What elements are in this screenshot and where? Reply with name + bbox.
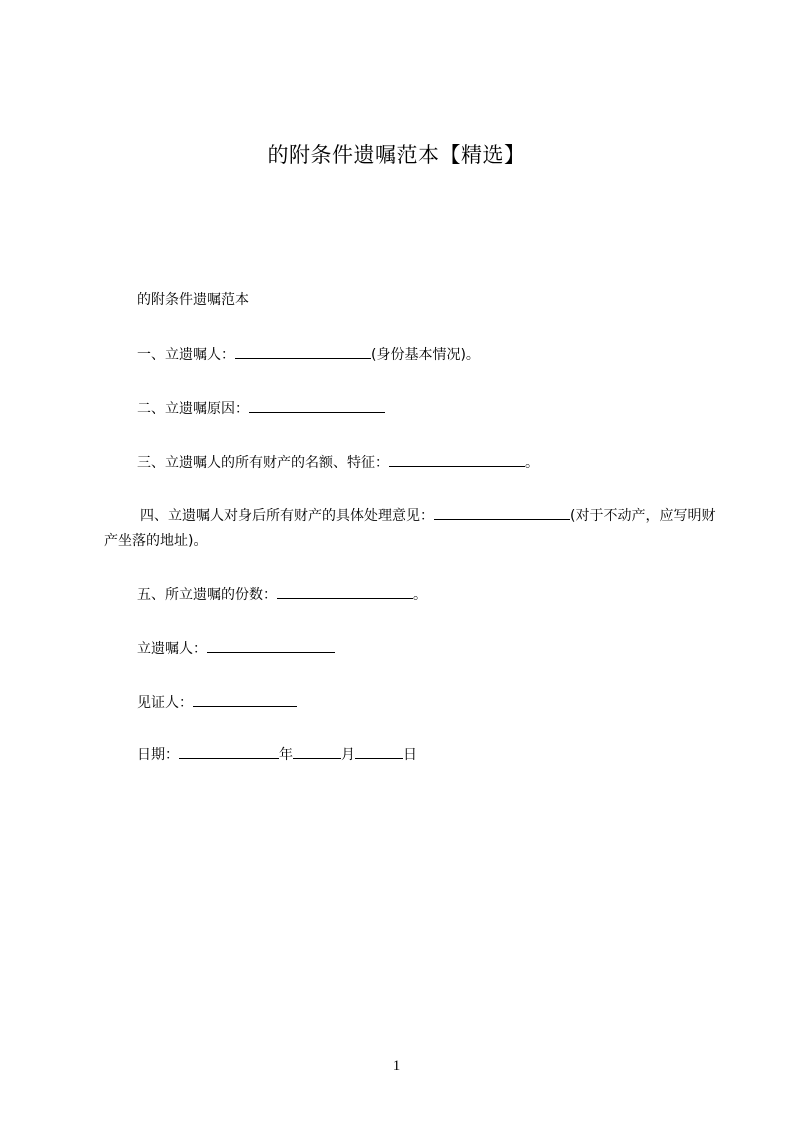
clause-copies-label: 五、所立遗嘱的份数： [137,587,277,603]
date-month-label: 月 [341,747,355,763]
document-subtitle: 的附条件遗嘱范本 [137,292,249,308]
date-day-label: 日 [403,747,417,763]
clause-disposition [104,504,724,554]
clause-copies-suffix: 。 [413,587,427,603]
clause-property-suffix: 。 [525,455,539,471]
copies-blank[interactable] [277,584,413,599]
clause-copies [137,584,427,605]
witness-signature-blank[interactable] [193,692,297,707]
signature-testator-label: 立遗嘱人： [137,641,207,657]
signature-witness-label: 见证人： [137,695,193,711]
disposition-blank[interactable] [434,505,570,520]
clause-property-label: 三、立遗嘱人的所有财产的名额、特征： [137,455,389,471]
property-blank[interactable] [389,452,525,467]
clause-testator-label: 一、立遗嘱人： [137,347,235,363]
date-year-blank[interactable] [179,744,279,759]
date-day-blank[interactable] [355,744,403,759]
testator-signature-blank[interactable] [207,638,335,653]
clause-testator-suffix: (身份基本情况)。 [371,347,480,363]
signature-witness [137,692,297,713]
testator-blank[interactable] [235,344,371,359]
date-year-label: 年 [279,747,293,763]
clause-disposition-suffix: (对于不动产，应写明财产坐落的地址)。 [104,508,716,549]
clause-disposition-label: 四、立遗嘱人对身后所有财产的具体处理意见： [140,508,434,524]
date-label: 日期： [137,747,179,763]
clause-reason [137,398,385,419]
page-number: 1 [392,1058,401,1074]
signature-date [137,744,417,765]
reason-blank[interactable] [249,398,385,413]
signature-testator [137,638,335,659]
date-month-blank[interactable] [293,744,341,759]
clause-reason-label: 二、立遗嘱原因： [137,401,249,417]
clause-testator [137,344,480,365]
document-title: 的附条件遗嘱范本【精选】 [267,143,526,167]
clause-property [137,452,539,473]
